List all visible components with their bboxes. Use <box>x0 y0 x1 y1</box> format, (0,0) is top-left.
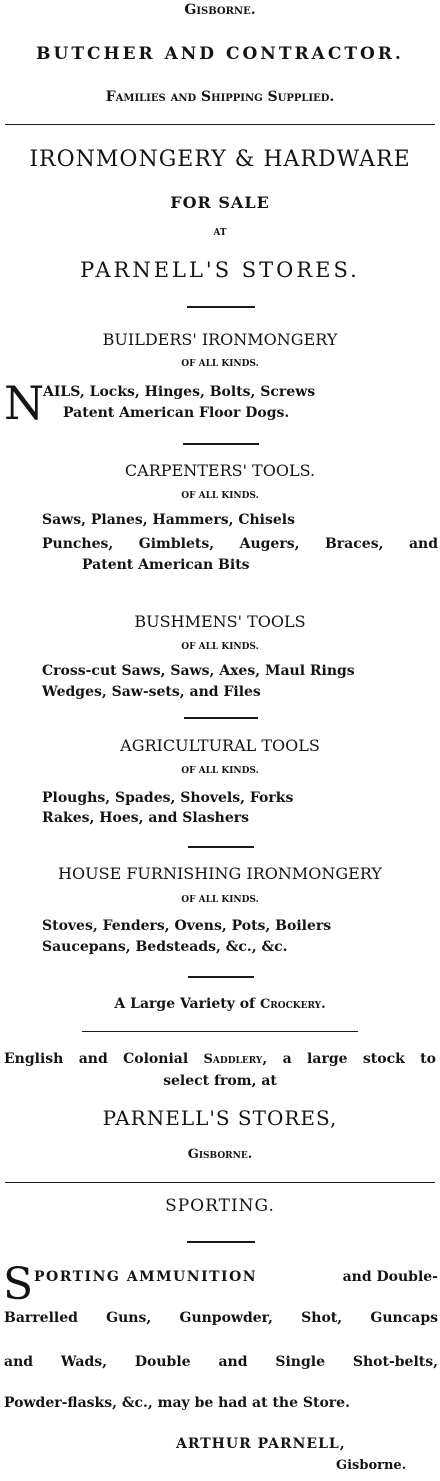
bushmens-sub: OF ALL KINDS. <box>181 642 259 652</box>
butcher-town: Gisborne. <box>184 2 256 18</box>
house-line-2: Saucepans, Bedsteads, &c., &c. <box>42 939 288 955</box>
for-sale: FOR SALE <box>170 193 270 212</box>
carpenters-heading: CARPENTERS' TOOLS. <box>124 461 316 480</box>
section-divider <box>5 124 435 125</box>
crockery-line <box>0 996 440 1012</box>
agricultural-line-2: Rakes, Hoes, and Slashers <box>42 810 250 826</box>
parnells-stores-title: PARNELL'S STORES. <box>80 258 360 282</box>
saddlery-line-1 <box>4 1051 436 1067</box>
agricultural-heading: AGRICULTURAL TOOLS <box>120 736 320 755</box>
sporting-dropcap: S <box>3 1259 34 1310</box>
ironmongery-headline: IRONMONGERY & HARDWARE <box>29 147 411 172</box>
butcher-title: BUTCHER AND CONTRACTOR. <box>36 44 404 64</box>
saddlery-word: Saddlery <box>203 1052 263 1067</box>
bushmens-line-1: Cross-cut Saws, Saws, Axes, Maul Rings <box>42 663 355 679</box>
saddlery-c: , a large stock to <box>262 1051 436 1067</box>
signature-name: ARTHUR PARNELL, <box>176 1436 346 1452</box>
sporting-line-3: and Wads, Double and Single Shot-belts, <box>4 1354 438 1370</box>
carpenters-line-3: Patent American Bits <box>82 557 250 573</box>
short-divider <box>187 306 255 308</box>
at-label: AT <box>213 228 227 238</box>
butcher-subtitle: Families and Shipping Supplied. <box>105 89 335 105</box>
agricultural-line-1: Ploughs, Spades, Shovels, Forks <box>42 790 294 806</box>
parnells-stores-footer: PARNELL'S STORES, <box>102 1106 338 1130</box>
short-divider <box>188 846 254 848</box>
house-sub: OF ALL KINDS. <box>181 895 259 905</box>
sporting-line-1 <box>34 1269 438 1285</box>
sporting-line-1-tail: and Double- <box>342 1269 438 1285</box>
builders-line-2: Patent American Floor Dogs. <box>63 405 290 421</box>
agricultural-sub: OF ALL KINDS. <box>181 766 259 776</box>
short-divider <box>188 976 254 978</box>
bushmens-heading: BUSHMENS' TOOLS <box>134 612 306 631</box>
builders-line-1: AILS, Locks, Hinges, Bolts, Screws <box>43 384 316 400</box>
ironmongery-town: Gisborne. <box>187 1147 253 1162</box>
sporting-line-2: Barrelled Guns, Gunpowder, Shot, Guncaps <box>4 1310 438 1326</box>
short-divider <box>183 443 259 445</box>
sporting-line-4: Powder-flasks, &c., may be had at the Store. <box>4 1395 350 1411</box>
builders-sub: OF ALL KINDS. <box>181 359 259 369</box>
sporting-line-1-caps: PORTING AMMUNITION <box>34 1269 258 1285</box>
divider <box>82 1031 358 1032</box>
saddlery-a: English and Colonial <box>4 1051 204 1067</box>
house-line-1: Stoves, Fenders, Ovens, Pots, Boilers <box>42 918 332 934</box>
short-divider <box>187 1241 255 1243</box>
builders-dropcap: N <box>4 376 45 430</box>
crockery-word: Crockery. <box>259 997 326 1012</box>
house-heading: HOUSE FURNISHING IRONMONGERY <box>58 864 382 883</box>
carpenters-line-2: Punches, Gimblets, Augers, Braces, and <box>42 536 438 552</box>
bushmens-line-2: Wedges, Saw-sets, and Files <box>42 684 261 700</box>
carpenters-sub: OF ALL KINDS. <box>181 491 259 501</box>
builders-heading: BUILDERS' IRONMONGERY <box>102 330 338 349</box>
saddlery-line-2: select from, at <box>163 1073 277 1089</box>
carpenters-line-1: Saws, Planes, Hammers, Chisels <box>42 512 295 528</box>
signature-town: Gisborne. <box>336 1458 407 1473</box>
sporting-heading: SPORTING. <box>165 1196 275 1216</box>
crockery-prefix: A Large Variety of <box>114 996 260 1012</box>
section-divider <box>5 1182 435 1183</box>
short-divider <box>184 717 258 719</box>
